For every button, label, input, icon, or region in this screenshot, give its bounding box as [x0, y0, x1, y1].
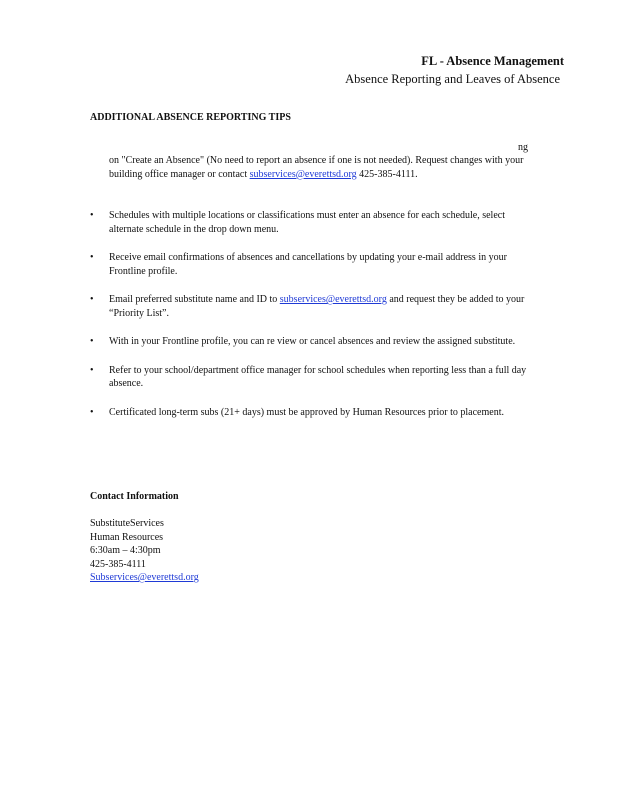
tip-item: [90, 293, 530, 320]
tip-item: [90, 406, 530, 420]
tips-list: [90, 209, 530, 434]
tip-text: Receive email confirmations of absences and cancellations by updating your e-mail address in your Frontline profile.: [109, 252, 507, 277]
contact-heading: Contact Information: [90, 491, 179, 502]
bullet-icon: •: [90, 406, 94, 418]
tip-item: [90, 335, 530, 349]
contact-phone: 425-385-4111: [90, 558, 146, 570]
tip-text-before: Email preferred substitute name and ID to: [109, 294, 280, 305]
intro-text-after: 425-385-4111.: [356, 168, 418, 180]
bullet-icon: •: [90, 336, 94, 347]
bullet-icon: •: [90, 364, 94, 376]
contact-hours: 6:30am – 4:30pm: [90, 545, 161, 556]
tip-text: With in your Frontline profile, you can re view or cancel absences and review the assigned substitute.: [109, 336, 516, 347]
tip-text: Schedules with multiple locations or classifications must enter an absence for each schedule, select alternate schedule in the drop down menu.: [109, 210, 505, 235]
tip-item: [90, 251, 530, 278]
tip-item: [90, 364, 530, 391]
bullet-icon: •: [90, 252, 94, 263]
bullet-icon: •: [90, 294, 94, 305]
contact-email-link[interactable]: Subservices@everettsd.org: [90, 572, 199, 583]
tip-text: Certificated long-term subs (21+ days) must be approved by Human Resources prior to placement.: [109, 406, 504, 418]
intro-email-link[interactable]: subservices@everettsd.org: [249, 168, 357, 180]
contact-line: SubstituteServices: [90, 518, 164, 529]
tip-item: [90, 209, 530, 236]
tip-text-after: and request they be added to your “Priority List”.: [109, 294, 525, 319]
intro-text-before: on "Create an Absence" (No need to report an absence if one is not needed). Request changes with your building office manager or contact: [109, 155, 524, 180]
tip-text: Refer to your school/department office manager for school schedules when reporting less than a full day absence.: [109, 364, 527, 389]
stray-text-fragment: ng: [518, 142, 528, 153]
contact-block: [90, 517, 390, 585]
intro-paragraph: [109, 154, 529, 181]
bullet-icon: •: [90, 210, 94, 221]
document-title: FL - Absence Management: [421, 54, 564, 68]
contact-line: Human Resources: [90, 531, 164, 543]
tips-section-heading: ADDITIONAL ABSENCE REPORTING TIPS: [90, 112, 291, 123]
document-subtitle: Absence Reporting and Leaves of Absence: [345, 72, 560, 86]
tip-email-link[interactable]: subservices@everettsd.org: [279, 294, 387, 305]
